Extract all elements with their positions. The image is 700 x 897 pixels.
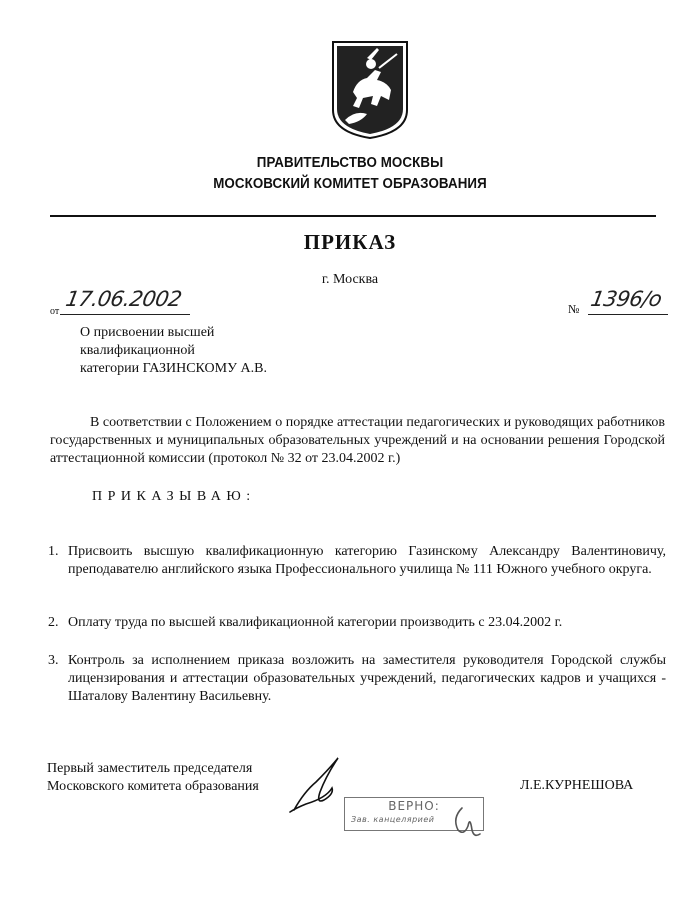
date-underline xyxy=(60,314,190,315)
handwritten-date: 17.06.2002 xyxy=(63,287,184,311)
stamp-bottom-text: Зав. канцелярией xyxy=(351,815,435,824)
organization-line-2: МОСКОВСКИЙ КОМИТЕТ ОБРАЗОВАНИЯ xyxy=(213,176,487,192)
date-prefix: от xyxy=(50,306,60,317)
number-underline xyxy=(588,314,668,315)
stamp-top-text: ВЕРНО: xyxy=(388,799,440,813)
order-item xyxy=(48,652,666,706)
order-subject xyxy=(80,324,340,378)
document-city: г. Москва xyxy=(321,272,379,287)
header-divider xyxy=(50,215,656,217)
order-item xyxy=(48,614,666,632)
order-item-number: 2. xyxy=(48,615,59,630)
signatory-title xyxy=(47,760,307,796)
order-word: ПРИКАЗЫВАЮ: xyxy=(92,489,256,504)
order-item-text: Контроль за исполнением приказа возложить на заместителя руководителя Городской службы лицензирования и аттестации образовательных учреждений, педагогических кадров и учащихся - Шаталову Валентину Васильевну. xyxy=(68,653,666,704)
signatory-title-line-2: Московского комитета образования xyxy=(47,779,259,794)
stamp-initials xyxy=(448,800,488,840)
order-item-text: Оплату труда по высшей квалификационной категории производить с 23.04.2002 г. xyxy=(68,615,563,630)
order-item-text: Присвоить высшую квалификационную категорию Газинскому Александру Валентиновичу, преподавателю английского языка Профессионального училища № 111 Южного учебного округа. xyxy=(68,544,666,577)
subject-line-1: О присвоении высшей xyxy=(80,325,215,340)
signatory-title-line-1: Первый заместитель председателя xyxy=(47,761,253,776)
preamble-paragraph xyxy=(50,414,665,468)
organization-line-1: ПРАВИТЕЛЬСТВО МОСКВЫ xyxy=(256,155,444,171)
subject-line-2: квалификационной xyxy=(80,343,195,358)
moscow-coat-of-arms-icon xyxy=(331,40,409,140)
handwritten-number: 1396/о xyxy=(588,287,664,311)
number-prefix: № xyxy=(568,302,580,316)
order-item-number: 1. xyxy=(48,544,59,559)
document-title: ПРИКАЗ xyxy=(303,230,397,254)
order-item xyxy=(48,543,666,579)
order-item-number: 3. xyxy=(48,653,59,668)
signatory-name: Л.Е.КУРНЕШОВА xyxy=(520,778,634,793)
subject-line-3: категории ГАЗИНСКОМУ А.В. xyxy=(80,361,267,376)
preamble-text: В соответствии с Положением о порядке аттестации педагогических и руководящих работников государственных и муниципальных образовательных учреждений и на основании решения Городской аттестационной комиссии (протокол № 32 от 23.04.2002 г.) xyxy=(50,415,665,466)
